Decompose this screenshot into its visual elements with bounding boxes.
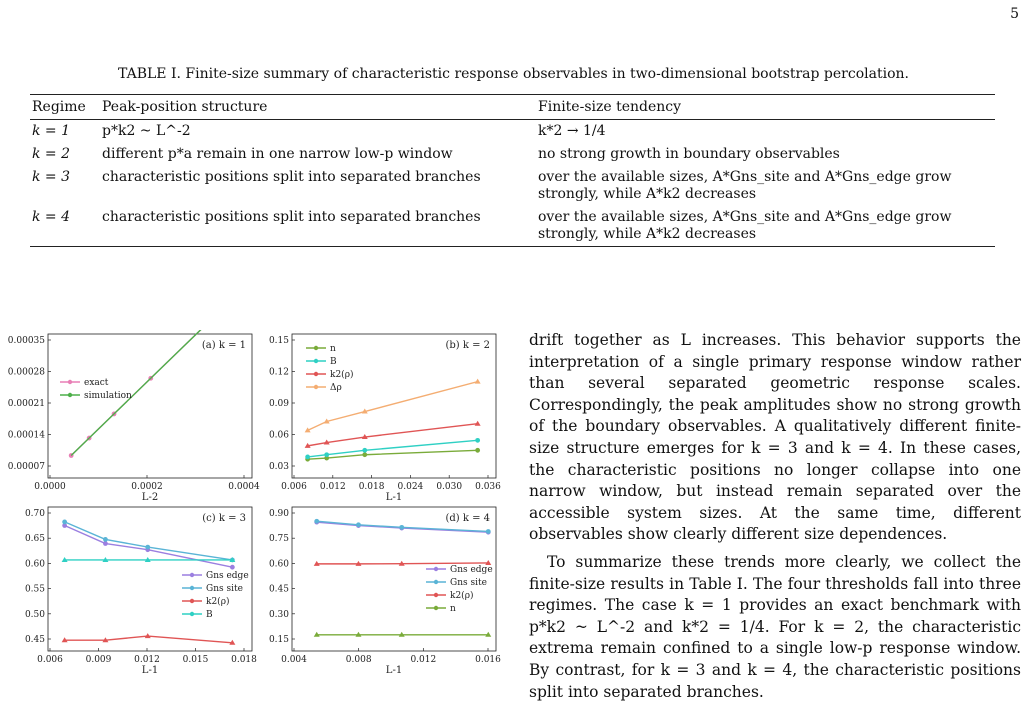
x-tick-label: 0.012 (134, 655, 160, 665)
legend-marker (190, 612, 194, 616)
paragraph: To summarize these trends more clearly, we collect the finite-size results in Table I. The four thresholds fall into three regimes. The case k = 1 provides an exact benchmark with p*k2 ~ L^-2 and k*2 = 1/4. For k = 2, the characteristic extrema remain confined to a single low-p response window. By contrast, for k = 3 and k = 4, the characteristic positions split into separated branches. (529, 552, 1021, 701)
data-point (475, 438, 480, 443)
trend-cell: over the available sizes, A*Gns_site and A*Gns_edge grow strongly, while A*k2 decreases (538, 169, 952, 202)
data-point (475, 421, 481, 426)
data-point (362, 452, 367, 457)
panel-tag: (d) k = 4 (445, 513, 490, 524)
panel-tag: (b) k = 2 (445, 340, 490, 351)
series-line (308, 450, 478, 459)
x-tick-label: 0.0004 (228, 482, 260, 492)
x-tick-label: 0.008 (345, 655, 372, 665)
legend-marker (434, 580, 438, 584)
legend-marker (314, 372, 318, 376)
series-line (308, 440, 478, 457)
x-axis-label: L-1 (141, 665, 159, 675)
legend-label: B (206, 610, 213, 620)
y-tick-label: 0.15 (268, 336, 289, 346)
y-tick-label: 0.03 (268, 462, 289, 472)
legend-marker (68, 393, 72, 397)
table-row (30, 143, 995, 166)
y-tick-label: 0.60 (268, 559, 289, 570)
y-tick-label: 0.00014 (7, 430, 45, 441)
y-tick-label: 0.00021 (7, 399, 45, 409)
x-tick-label: 0.018 (231, 655, 257, 665)
x-tick-label: 0.036 (475, 482, 501, 492)
x-axis-label: L-1 (385, 665, 403, 675)
x-tick-label: 0.009 (85, 655, 112, 665)
data-point (103, 541, 108, 546)
legend-label: k2(ρ) (450, 591, 474, 601)
legend-marker (434, 567, 438, 571)
series-line (65, 522, 233, 560)
legend-marker (190, 599, 194, 603)
panel-tag: (a) k = 1 (201, 340, 246, 351)
data-point (62, 520, 67, 525)
page-number: 5 (1010, 6, 1019, 22)
y-tick-label: 0.70 (24, 509, 45, 519)
data-point (399, 525, 404, 530)
x-tick-label: 0.024 (397, 482, 424, 492)
data-point (362, 448, 367, 453)
x-tick-label: 0.0002 (131, 482, 163, 492)
legend-marker (434, 606, 438, 610)
regime-cell: k = 1 (32, 123, 71, 139)
legend-label: B (330, 357, 337, 367)
data-point (230, 565, 235, 570)
x-tick-label: 0.006 (281, 482, 307, 492)
table-row (30, 206, 995, 247)
y-tick-label: 0.65 (24, 534, 45, 545)
y-tick-label: 0.60 (24, 559, 45, 570)
table-row (30, 166, 995, 206)
legend-label: Δρ (330, 383, 342, 393)
data-point (324, 452, 329, 457)
y-tick-label: 0.00035 (7, 336, 45, 346)
x-tick-label: 0.012 (319, 482, 346, 492)
legend-marker (314, 346, 318, 350)
peak-cell: different p*a remain in one narrow low-p window (102, 146, 453, 162)
regime-cell: k = 3 (32, 169, 71, 185)
chart-panel-a (0, 330, 262, 505)
data-point (314, 519, 319, 524)
x-tick-label: 0.012 (410, 655, 437, 665)
y-tick-label: 0.00028 (7, 367, 45, 378)
y-tick-label: 0.09 (268, 399, 289, 409)
legend-marker (314, 385, 318, 389)
trend-cell: no strong growth in boundary observables (538, 146, 840, 162)
legend-marker (434, 593, 438, 597)
legend-label: Gns edge (450, 565, 493, 575)
y-tick-label: 0.06 (268, 430, 289, 441)
regime-cell: k = 4 (30, 206, 100, 247)
y-tick-label: 0.50 (24, 609, 45, 620)
peak-cell: characteristic positions split into separated branches (100, 206, 536, 247)
plot-frame (292, 334, 496, 478)
data-point (475, 379, 481, 384)
y-tick-label: 0.75 (268, 534, 289, 545)
table-header: Finite-size tendency (536, 95, 995, 120)
plot-frame (48, 334, 252, 478)
data-point (486, 529, 491, 534)
table-row (30, 120, 995, 144)
summary-table (30, 94, 995, 247)
data-point (145, 545, 150, 550)
legend-label: n (450, 604, 456, 614)
regime-cell: k = 2 (32, 146, 71, 162)
data-point (305, 455, 310, 460)
peak-cell: characteristic positions split into separated branches (102, 169, 481, 185)
x-tick-label: 0.016 (475, 655, 501, 665)
legend-label: k2(ρ) (206, 597, 230, 607)
legend-label: Gns site (206, 584, 243, 594)
data-point (356, 522, 361, 527)
x-tick-label: 0.015 (182, 655, 209, 665)
panel-tag: (c) k = 3 (202, 513, 246, 524)
trend-cell: over the available sizes, A*Gns_site and A*Gns_edge grow strongly, while A*k2 decreases (536, 206, 995, 247)
table-header: Peak-position structure (100, 95, 536, 120)
x-axis-label: L-2 (141, 492, 159, 503)
x-tick-label: 0.0000 (34, 482, 66, 492)
legend-marker (68, 380, 72, 384)
y-tick-label: 0.45 (24, 635, 45, 645)
x-tick-label: 0.004 (281, 655, 307, 665)
y-tick-label: 0.90 (268, 509, 289, 519)
x-tick-label: 0.006 (37, 655, 63, 665)
x-tick-label: 0.030 (436, 482, 463, 492)
table-caption: TABLE I. Finite-size summary of characteristic response observables in two-dimensional bootstrap percolation. (118, 66, 909, 82)
trend-cell: k*2 → 1/4 (538, 123, 606, 139)
legend-label: Gns edge (206, 571, 249, 581)
legend-label: n (330, 344, 336, 354)
legend-marker (314, 359, 318, 363)
legend-label: simulation (84, 391, 132, 401)
legend-label: exact (84, 378, 109, 388)
body-text (529, 330, 1021, 703)
table-header: Regime (30, 95, 100, 120)
chart-panel-d (262, 503, 502, 675)
y-tick-label: 0.30 (268, 609, 289, 620)
legend-marker (190, 573, 194, 577)
data-point (475, 448, 480, 453)
chart-panel-b (262, 330, 502, 505)
data-point (103, 537, 108, 542)
y-tick-label: 0.55 (24, 584, 45, 595)
legend-label: k2(ρ) (330, 370, 354, 380)
peak-cell: p*k2 ~ L^-2 (102, 123, 191, 139)
x-axis-label: L-1 (385, 492, 403, 503)
y-tick-label: 0.15 (268, 635, 289, 645)
chart-panel-c (0, 503, 262, 675)
y-tick-label: 0.00007 (7, 462, 45, 472)
x-tick-label: 0.018 (358, 482, 385, 492)
y-tick-label: 0.12 (268, 367, 289, 378)
legend-marker (190, 586, 194, 590)
y-tick-label: 0.45 (268, 584, 289, 595)
legend-label: Gns site (450, 578, 487, 588)
paragraph: drift together as L increases. This behavior supports the interpretation of a single primary response window rather than several separated geometric response scales. Correspondingly, the peak amplitudes show no strong growth of the boundary observables. A qualitatively different finite-size structure emerges for k = 3 and k = 4. In these cases, the characteristic positions no longer collapse into one narrow window, but instead remain separated over the accessible system sizes. At the same time, different observables show clearly different size dependences. (529, 331, 1021, 544)
